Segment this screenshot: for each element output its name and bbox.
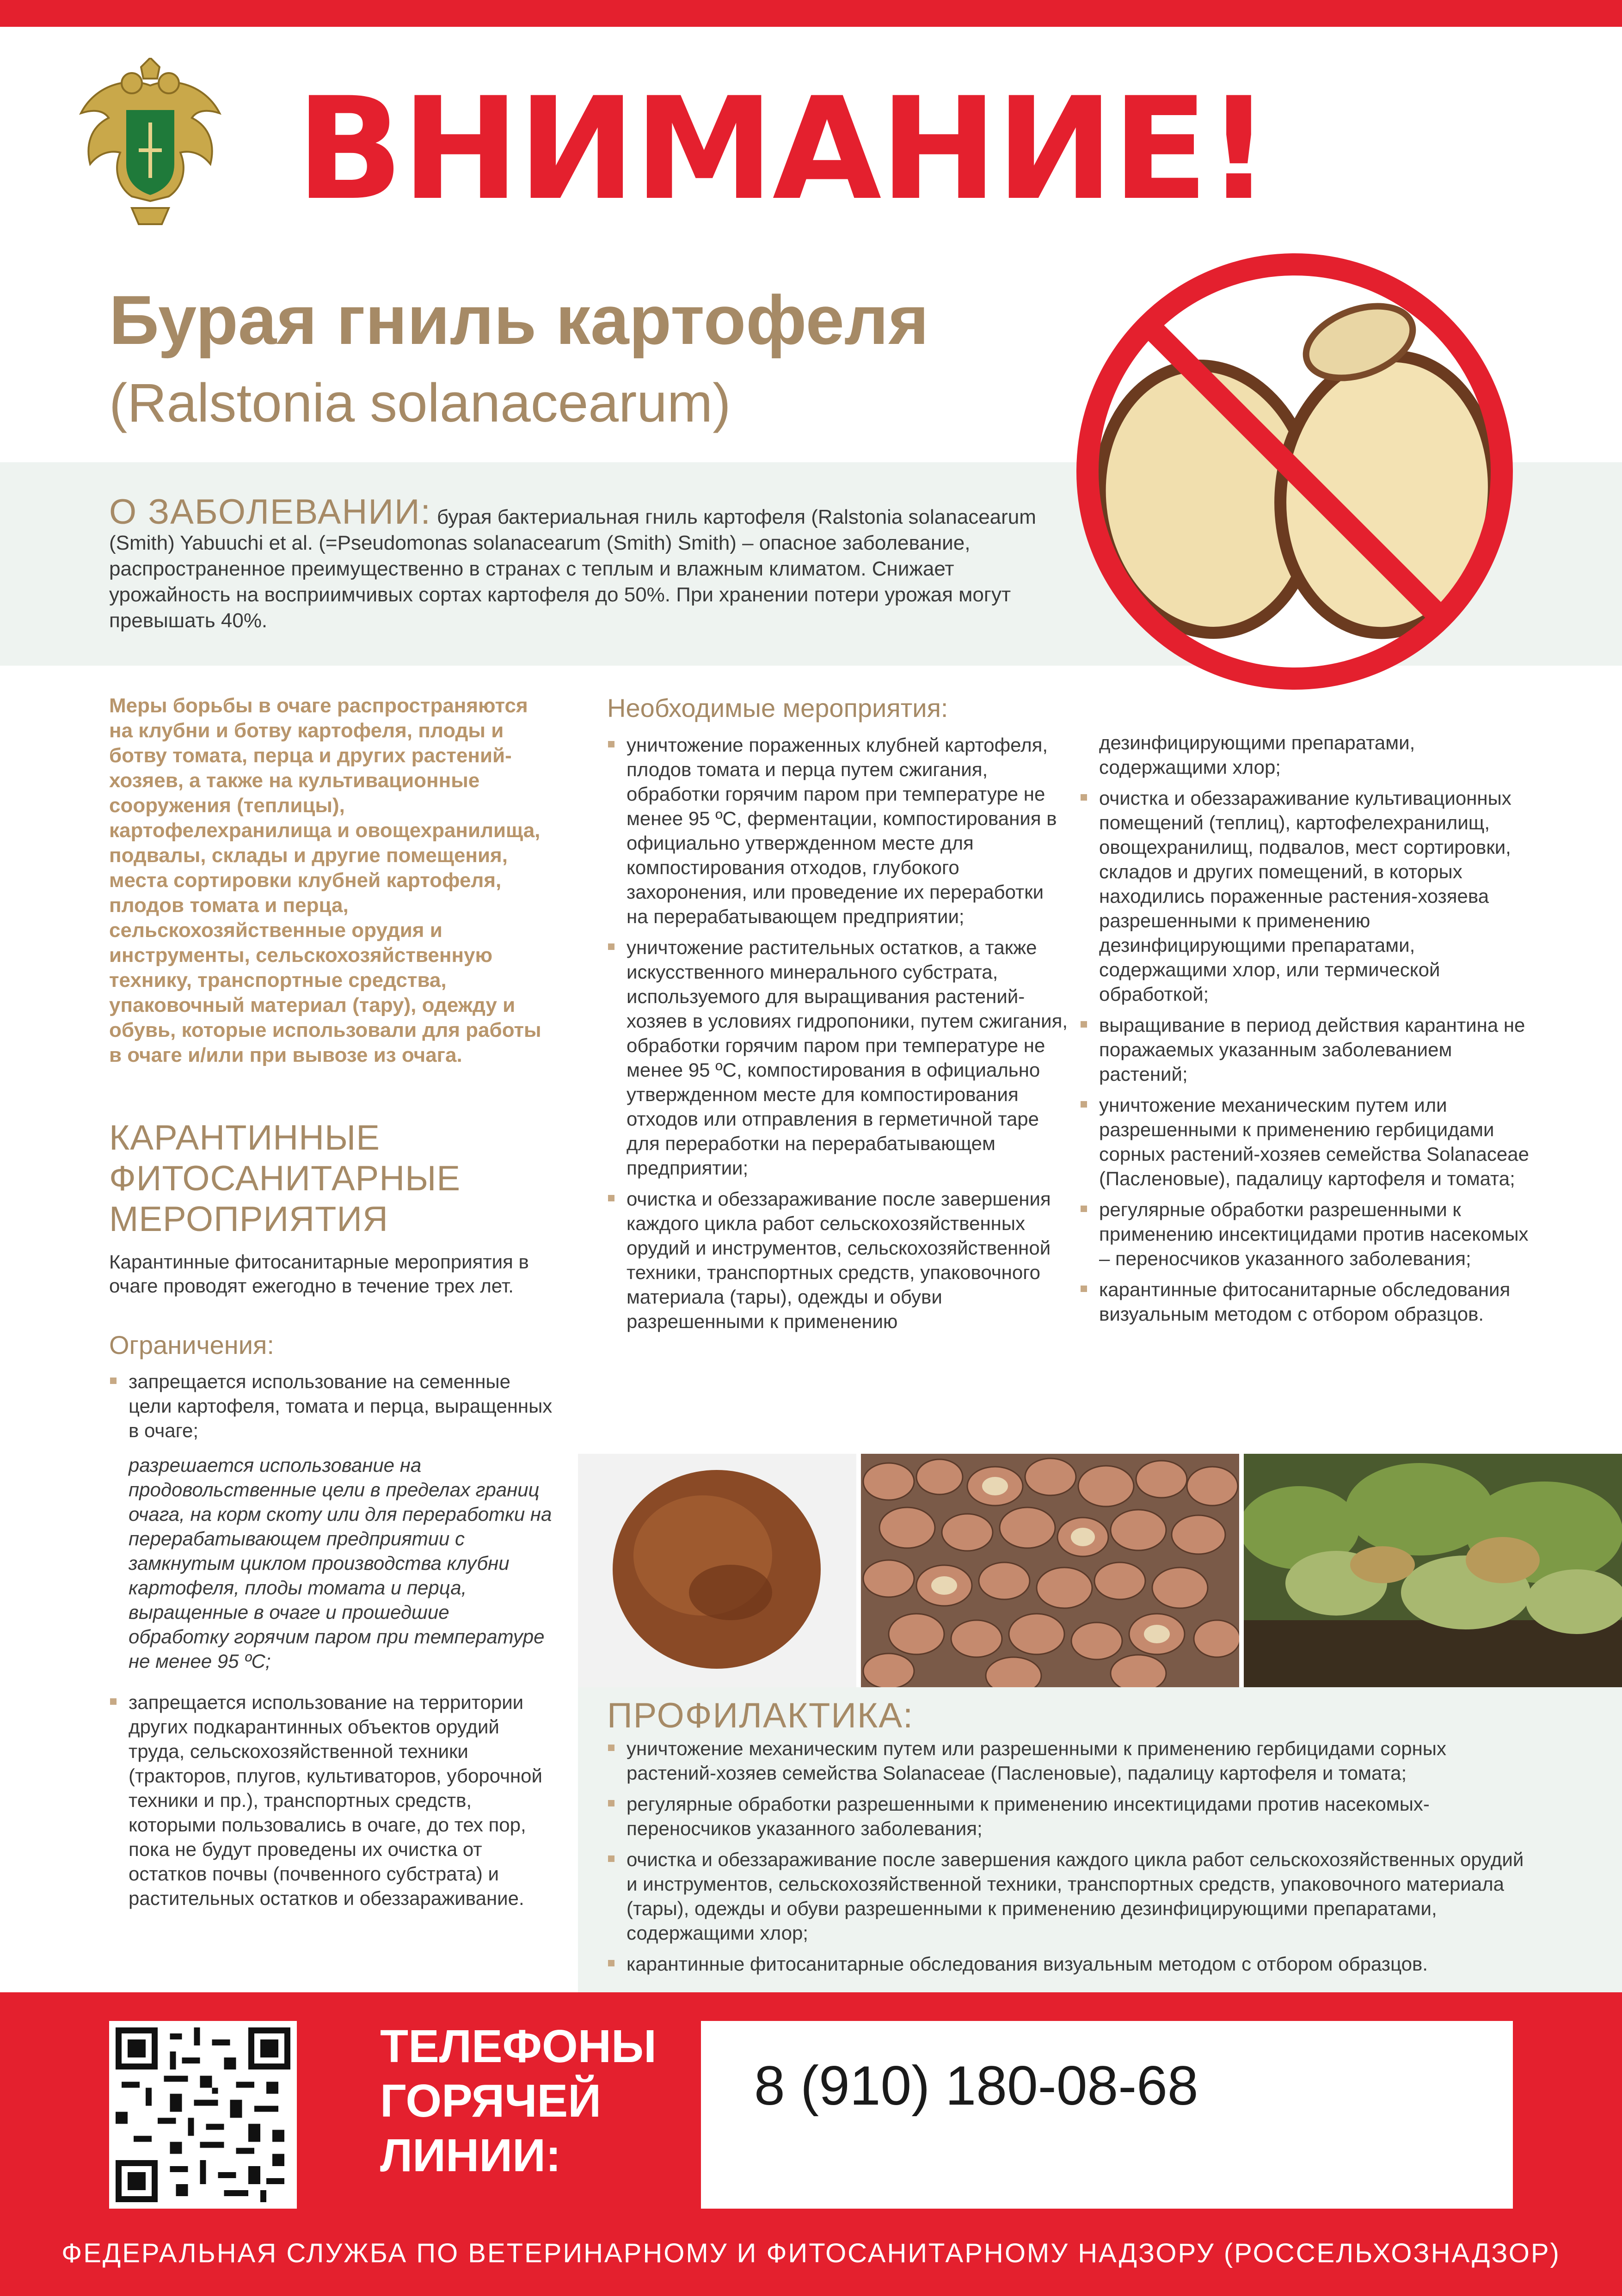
phone-box	[701, 2021, 1513, 2209]
list-item: запрещается использование на семенные цели картофеля, томата и перца, выращенных в очаге;	[109, 1369, 553, 1443]
list-item-continuation: дезинфицирующими препаратами, содержащими хлор;	[1099, 732, 1415, 778]
hotline-phone[interactable]: 8 (910) 180-08-68	[754, 2055, 1198, 2117]
qr-code-icon[interactable]	[109, 2021, 297, 2209]
list-item: уничтожение растительных остатков, а также искусственного минерального субстрата, используемого для выращивания растений-хозяев в условиях гидропоники, путем сжигания, обработки горячим паром при температуре не менее 95 ºС, компостирования в официально утвержденном месте для компостирования отходов или отправления в герметичной таре для переработки на перерабатывающем предприятии;	[607, 935, 1069, 1180]
disease-latin-name: (Ralstonia solanacearum)	[109, 373, 731, 434]
restrictions-list	[109, 1369, 553, 1917]
disease-title: Бурая гниль картофеля	[109, 281, 929, 359]
rotten-tuber-photo	[578, 1454, 856, 1687]
list-item: уничтожение механическим путем или разрешенными к применению гербицидами сорных растений-хозяев семейства Solanaceae (Пасленовые), падалицу картофеля и томата;	[607, 1736, 1532, 1785]
rosselkhoznadzor-emblem-icon	[76, 58, 224, 229]
prevention-list	[607, 1736, 1532, 1983]
list-item: уничтожение пораженных клубней картофеля, плодов томата и перца путем сжигания, обработки горячим паром при температуре не менее 95 ºС, ферментации, компостирования в официально утвержденном месте для компостирования отходов, глубокого захоронения, или проведение их переработки на перерабатывающем предприятии;	[607, 733, 1069, 929]
restrictions-title: Ограничения:	[109, 1330, 274, 1359]
harvested-potatoes-photo	[861, 1454, 1239, 1687]
list-item: карантинные фитосанитарные обследования визуальным методом с отбором образцов.	[607, 1952, 1532, 1976]
about-lead: О ЗАБОЛЕВАНИИ:	[109, 492, 431, 532]
list-item: карантинные фитосанитарные обследования визуальным методом с отбором образцов.	[1080, 1277, 1542, 1326]
list-item: уничтожение механическим путем или разрешенными к применению гербицидами сорных растений-хозяев семейства Solanaceae (Пасленовые), падалицу картофеля и томата;	[1080, 1093, 1542, 1191]
list-item: запрещается использование на территории других подкарантинных объектов орудий труда, сельскохозяйственной техники (тракторов, плугов, культиваторов, уборочной техники и пр.), транспортных средств, которыми пользовались в очаге, до тех пор, пока не будут проведены их очистка от остатков почвы (почвенного субстрата) и растительных остатков и обеззараживание.	[109, 1690, 553, 1910]
list-item: регулярные обработки разрешенными к применению инсектицидами против насекомых – переносчиков указанного заболевания;	[1080, 1197, 1542, 1271]
list-item: очистка и обеззараживание культивационных помещений (теплиц), картофелехранилищ, овощехранилищ, подвалов, мест сортировки, складов и других помещений, в которых находились пораженные растения-хозяева разрешенными к применению дезинфицирующими препаратами, содержащими хлор, или термической обработкой;	[1080, 786, 1542, 1006]
about-text: бурая бактериальная гниль картофеля (Ralstonia solanacearum (Smith) Yabuuchi et al. (=Pseudomonas solanacearum (Smith) Smith) – опасное заболевание, распространенное преимущественно в странах с теплым и влажным климатом. Снижает урожайность на восприимчивых сортах картофеля до 50%. При хранении потери урожая могут превышать 40%.	[109, 506, 1036, 632]
prohibition-sign-potato-image	[1063, 240, 1526, 703]
quarantine-text: Карантинные фитосанитарные мероприятия в очаге проводят ежегодно в течение трех лет.	[109, 1251, 529, 1297]
hotline-label: ТЕЛЕФОНЫ ГОРЯЧЕЙ ЛИНИИ:	[380, 2020, 657, 2181]
wilted-plants-photo	[1244, 1454, 1622, 1687]
list-item: очистка и обеззараживание после завершения каждого цикла работ сельскохозяйственных орудий и инструментов, сельскохозяйственной техники, транспортных средств, упаковочного материала (тары), одежды и обуви разрешенными к применению дезинфицирующими препаратами, содержащими хлор;	[607, 1847, 1532, 1945]
about-section	[109, 492, 1043, 634]
control-measures-text: Меры борьбы в очаге распространяются на клубни и ботву картофеля, плоды и ботву томата, перца и других растений-хозяев, а также на культивационные сооружения (теплицы), картофелехранилища и овощехранилища, подвалы, склады и другие помещения, места сортировки клубней картофеля, плодов томата и перца, сельскохозяйственные орудия и инструменты, сельскохозяйственную технику, транспортные средства, упаковочный материал (тару), одежду и обувь, которые использовали для работы в очаге и/или при вывозе из очага.	[109, 694, 541, 1066]
list-item: регулярные обработки разрешенными к применению инсектицидами против насекомых-переносчиков указанного заболевания;	[607, 1792, 1532, 1841]
list-item: выращивание в период действия карантина не поражаемых указанным заболеванием растений;	[1080, 1013, 1542, 1086]
list-item-italic: разрешается использование на продовольственные цели в пределах границ очага, на корм скоту или для переработки на перерабатывающем предприятии с замкнутым циклом производства клубни картофеля, плоды томата и перца, выращенные в очаге и прошедшие обработку горячим паром при температуре не менее 95 ºС;	[129, 1454, 552, 1672]
necessary-measures-list-continued	[1080, 730, 1542, 1333]
prevention-title: ПРОФИЛАКТИКА:	[607, 1696, 914, 1735]
list-item: очистка и обеззараживание после завершения каждого цикла работ сельскохозяйственных орудий и инструментов, сельскохозяйственной техники, транспортных средств, упаковочного материала (тары), одежды и обуви разрешенными к применению	[607, 1187, 1069, 1334]
footer-agency: ФЕДЕРАЛЬНАЯ СЛУЖБА ПО ВЕТЕРИНАРНОМУ И ФИТОСАНИТАРНОМУ НАДЗОРУ (РОССЕЛЬХОЗНАДЗОР)	[61, 2238, 1561, 2268]
necessary-measures-list	[607, 733, 1069, 1340]
necessary-measures-title: Необходимые мероприятия:	[607, 693, 948, 722]
headline: ВНИМАНИЕ!	[296, 67, 1269, 231]
quarantine-title: КАРАНТИННЫЕ ФИТОСАНИТАРНЫЕ МЕРОПРИЯТИЯ	[109, 1118, 461, 1239]
top-red-bar	[0, 0, 1622, 27]
